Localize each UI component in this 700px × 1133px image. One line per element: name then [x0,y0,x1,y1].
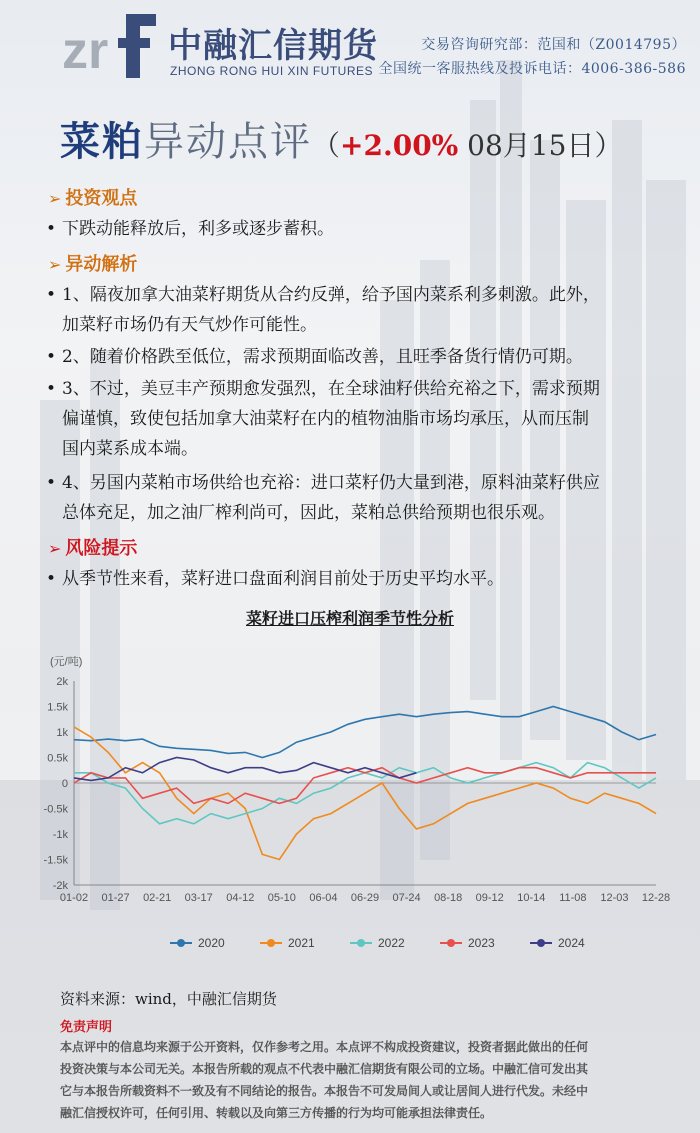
legend-swatch-dot [447,939,455,947]
arrow-icon: ➢ [48,255,62,274]
series-line-2024 [74,758,416,781]
x-tick-label: 11-08 [559,892,587,904]
company-name-en: ZHONG RONG HUI XIN FUTURES [170,64,374,78]
list-item: • 从季节性来看，菜籽进口盘面利润目前处于历史平均水平。 [46,569,504,589]
section-heading-risk: ➢ 风险提示 [48,538,138,559]
disclaimer-line: 本点评中的信息均来源于公开资料，仅作参考之用。本点评不构成投资建议，投资者据此做出的任何 [60,1040,589,1054]
title-product: 菜粕 [60,119,144,165]
disclaimer-heading: 免责声明 [60,1020,113,1035]
x-tick-label: 12-03 [600,892,629,904]
title-date: 08月15日） [458,129,623,162]
page-title [60,110,622,170]
x-tick-label: 08-18 [434,892,463,904]
disclaimer-line: 投资决策与本公司无关。本报告所载的观点不代表中融汇信期货有限公司的立场。中融汇信可发出其 [60,1062,589,1076]
x-tick-label: 03-17 [184,892,213,904]
y-tick-label: -1.5k [43,854,68,867]
legend-swatch-dot [267,939,275,947]
x-tick-label: 10-14 [517,892,546,904]
list-item: • 2、随着价格跌至低位，需求预期面临改善，且旺季备货行情仍可期。 [46,347,583,367]
series-line-2020 [74,707,656,758]
disclaimer-line: 融汇信授权许可，任何引用、转载以及向第三方传播的行为均可能承担法律责任。 [60,1106,493,1120]
x-tick-label: 09-12 [475,892,504,904]
legend-label: 2023 [468,936,495,950]
arrow-icon: ➢ [48,189,62,208]
x-tick-label: 06-04 [309,892,338,904]
x-tick-label: 12-28 [641,892,671,904]
list-item: • 3、不过，美豆丰产预期愈发强烈，在全球油籽供给充裕之下，需求预期 偏谨慎，致使包括加拿大油菜籽在内的植物油脂市场均承压，从而压制 国内菜系成本端。 [46,379,600,459]
x-tick-label: 05-10 [267,892,296,904]
x-tick-label: 01-02 [59,892,89,904]
legend-label: 2024 [558,936,585,950]
company-logo-icon [62,10,162,80]
chart-title: 菜籽进口压榨利润季节性分析 [245,609,454,628]
y-unit-label: (元/吨) [50,656,83,668]
disclaimer-body [60,1036,658,1124]
hotline-contact: 全国统一客服热线及投诉电话：4006-386-586 [378,61,686,77]
x-tick-label: 06-29 [350,892,380,904]
legend-swatch-dot [537,939,545,947]
list-item: • 下跌动能释放后，利多或逐步蓄积。 [46,219,334,239]
x-tick-label: 01-27 [101,892,130,904]
section-heading-view: ➢ 投资观点 [48,188,138,209]
disclaimer-line: 它与本报告所载资料不一致及有不同结论的报告。本报告不可发局间人或让居间人进行代发。未经中 [60,1084,589,1098]
header [0,0,700,100]
y-tick-label: 2k [56,676,68,688]
y-tick-label: 0 [61,778,68,790]
legend-label: 2020 [198,936,225,950]
y-tick-label: 1.5k [47,701,68,714]
title-change-percent: +2.00% [340,129,459,162]
svg-text:zr: zr [62,22,109,80]
x-tick-label: 07-24 [392,892,421,904]
company-name-cn: 中融汇信期货 [168,26,378,66]
legend-swatch-dot [177,939,185,947]
y-tick-label: -2k [52,880,68,892]
x-tick-label: 02-21 [143,892,172,904]
legend-label: 2021 [288,936,315,950]
data-source: 资料来源：wind，中融汇信期货 [60,990,277,1008]
legend-label: 2022 [378,936,405,950]
arrow-icon: ➢ [48,539,62,558]
y-tick-label: -1k [52,829,68,841]
section-heading-analysis: ➢ 异动解析 [48,254,138,275]
title-subject: 异动点评 [144,119,312,165]
x-tick-label: 04-12 [226,892,255,904]
title-paren-open: （ [312,129,341,162]
legend-swatch-dot [357,939,365,947]
seasonal-profit-chart [40,645,680,975]
y-tick-label: 1k [56,727,68,739]
analyst-contact: 交易咨询研究部：范国和（Z0014795） [421,37,686,53]
y-tick-label: -0.5k [43,803,68,816]
y-tick-label: 0.5k [47,752,68,765]
list-item: • 1、隔夜加拿大油菜籽期货从合约反弹，给予国内菜系利多刺激。此外， 加菜籽市场仍有天气炒作可能性。 [46,285,600,335]
list-item: • 4、另国内菜粕市场供给也充裕：进口菜籽仍大量到港，原料油菜籽供应 总体充足，加之油厂榨利尚可，因此，菜粕总供给预期也很乐观。 [46,473,600,523]
